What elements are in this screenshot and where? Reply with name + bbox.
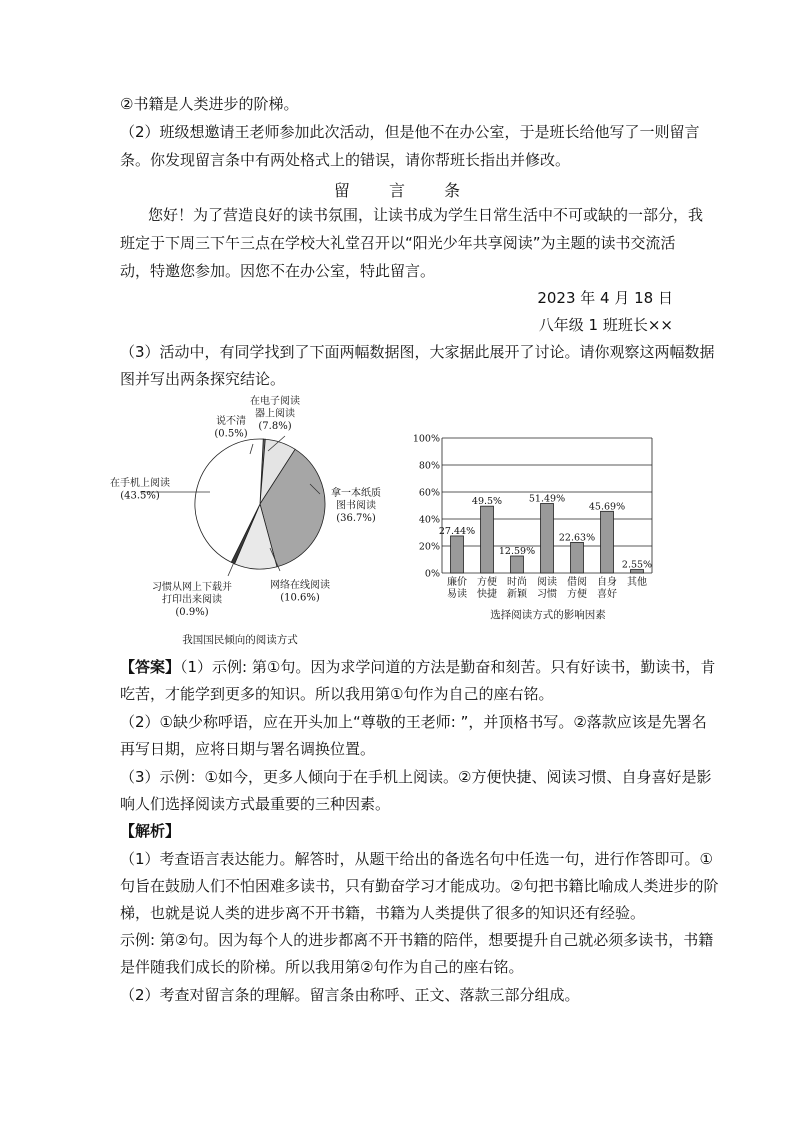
analysis-1-line-1: （1）考查语言表达能力。解答时，从题干给出的备选名句中任选一句，进行作答即可。①	[120, 850, 713, 868]
pie-slice-label: 在电子阅读	[250, 396, 300, 407]
note-body-line-2: 班定于下周三下午三点在学校大礼堂召开以“阳光少年共享阅读”为主题的读书交流活	[120, 234, 676, 252]
bar-category-label: 方便	[477, 577, 497, 588]
answer-tag	[120, 657, 715, 677]
answer-3-line-2: 响人们选择阅读方式最重要的三种因素。	[120, 795, 391, 813]
bar	[451, 536, 464, 573]
answer-2-line-1: （2）①缺少称呼语，应在开头加上“尊敬的王老师: ”，并顶格书写。②落款应该是先署名	[120, 713, 707, 731]
analysis-1-line-5: 是伴随我们成长的阶梯。所以我用第②句作为自己的座右铭。	[120, 958, 524, 976]
pie-slice-label: 拿一本纸质	[331, 488, 381, 499]
bar-value-label: 51.49%	[528, 493, 566, 505]
note-body-line-1: 您好！为了营造良好的读书氛围，让读书成为学生日常生活中不可或缺的一部分，我	[148, 206, 704, 224]
answer-1-line-1: （1）示例: 第①句。因为求学问道的方法是勤奋和刻苦。只有好读书，勤读书，肯	[180, 658, 716, 676]
question-line: ②书籍是人类进步的阶梯。	[120, 95, 299, 113]
question-2-line-1: （2）班级想邀请王老师参加此次活动，但是他不在办公室，于是班长给他写了一则留言	[120, 123, 700, 141]
analysis-tag: 【解析】	[120, 822, 181, 840]
note-signer: 八年级 1 班班长××	[538, 316, 673, 334]
analysis-1-line-2: 句旨在鼓励人们不怕困难多读书，只有勤奋学习才能成功。②句把书籍比喻成人类进步的阶	[120, 877, 719, 895]
bar-category-label: 习惯	[537, 589, 557, 600]
bar-category-label: 喜好	[597, 589, 617, 600]
bar-y-tick-label: 40%	[418, 514, 440, 526]
bar-y-tick-label: 20%	[418, 541, 440, 553]
answer-tag-text: 【答案】	[120, 658, 181, 676]
bar-value-label: 22.63%	[558, 532, 596, 544]
analysis-1-line-3: 梯，也就是说人类的进步离不开书籍，书籍为人类提供了很多的知识还有经验。	[120, 904, 646, 922]
bar	[601, 511, 614, 573]
bar	[481, 506, 494, 573]
bar-category-label: 廉价	[447, 577, 467, 588]
bar-value-label: 27.44%	[438, 525, 476, 537]
bar-category-label: 方便	[567, 589, 587, 600]
pie-slice-label: 网络在线阅读	[270, 580, 330, 591]
bar-chart-title: 选择阅读方式的影响因素	[490, 609, 606, 621]
pie-slice-label: (0.9%)	[175, 607, 209, 618]
pie-slice-label: (36.7%)	[336, 513, 376, 524]
bar-value-label: 2.55%	[621, 559, 653, 571]
answer-3-line-1: （3）示例：①如今，更多人倾向于在手机上阅读。②方便快捷、阅读习惯、自身喜好是影	[120, 768, 712, 786]
pie-slice-label: 在手机上阅读	[110, 478, 170, 489]
bar-y-tick-label: 100%	[412, 433, 440, 445]
bar-value-label: 45.69%	[588, 501, 626, 513]
pie-chart	[110, 388, 390, 653]
note-title-char: 条	[444, 181, 461, 200]
analysis-1-line-4: 示例: 第②句。因为每个人的进步都离不开书籍的陪伴，想要提升自己就必须多读书，书籍	[120, 931, 714, 949]
bar	[571, 542, 584, 573]
pie-slice-label: 习惯从网上下载并	[152, 582, 232, 593]
pie-slice-label: 说不清	[216, 416, 246, 427]
note-date: 2023 年 4 月 18 日	[537, 289, 673, 307]
bar	[541, 503, 554, 573]
bar-y-tick-label: 60%	[418, 487, 440, 499]
note-body-line-3: 动，特邀您参加。因您不在办公室，特此留言。	[120, 262, 436, 280]
bar-category-label: 新颖	[507, 589, 527, 600]
answer-2-line-2: 再写日期，应将日期与署名调换位置。	[120, 740, 376, 758]
pie-slice-label: (0.5%)	[214, 428, 248, 440]
bar-category-label: 时尚	[507, 577, 527, 588]
question-3-line-2: 图并写出两条探究结论。	[120, 370, 286, 388]
pie-chart-title: 我国国民倾向的阅读方式	[182, 634, 298, 646]
bar-value-label: 49.5%	[471, 496, 503, 508]
bar-category-label: 快捷	[477, 589, 497, 600]
pie-slice-label: (7.8%)	[258, 421, 292, 432]
pie-slice-label: (43.5%)	[120, 490, 160, 502]
pie-slice-label: (10.6%)	[280, 592, 320, 604]
question-2-line-2: 条。你发现留言条中有两处格式上的错误，请你帮班长指出并修改。	[120, 151, 571, 169]
bar-category-label: 借阅	[567, 577, 587, 588]
note-title-char: 留	[333, 181, 350, 200]
question-3-line-1: （3）活动中，有同学找到了下面两幅数据图，大家据此展开了讨论。请你观察这两幅数据	[120, 343, 715, 361]
bar	[511, 556, 524, 573]
bar-value-label: 12.59%	[498, 546, 536, 558]
bar-chart	[400, 425, 670, 625]
analysis-2-line-1: （2）考查对留言条的理解。留言条由称呼、正文、落款三部分组成。	[120, 986, 580, 1004]
note-title	[0, 178, 794, 201]
bar-category-label: 自身	[597, 577, 617, 588]
bar-category-label: 阅读	[537, 577, 557, 588]
bar-category-label: 易读	[447, 589, 467, 600]
pie-slice-label: 图书阅读	[336, 500, 376, 512]
bar-category-label: 其他	[627, 577, 647, 588]
note-title-char: 言	[388, 181, 405, 200]
pie-slice-label: 打印出来阅读	[162, 594, 222, 606]
bar-y-tick-label: 0%	[424, 568, 440, 580]
pie-slice-label: 器上阅读	[255, 408, 295, 420]
answer-1-line-2: 吃苦，才能学到更多的知识。所以我用第①句作为自己的座右铭。	[120, 685, 554, 703]
bar-y-tick-label: 80%	[418, 460, 440, 472]
